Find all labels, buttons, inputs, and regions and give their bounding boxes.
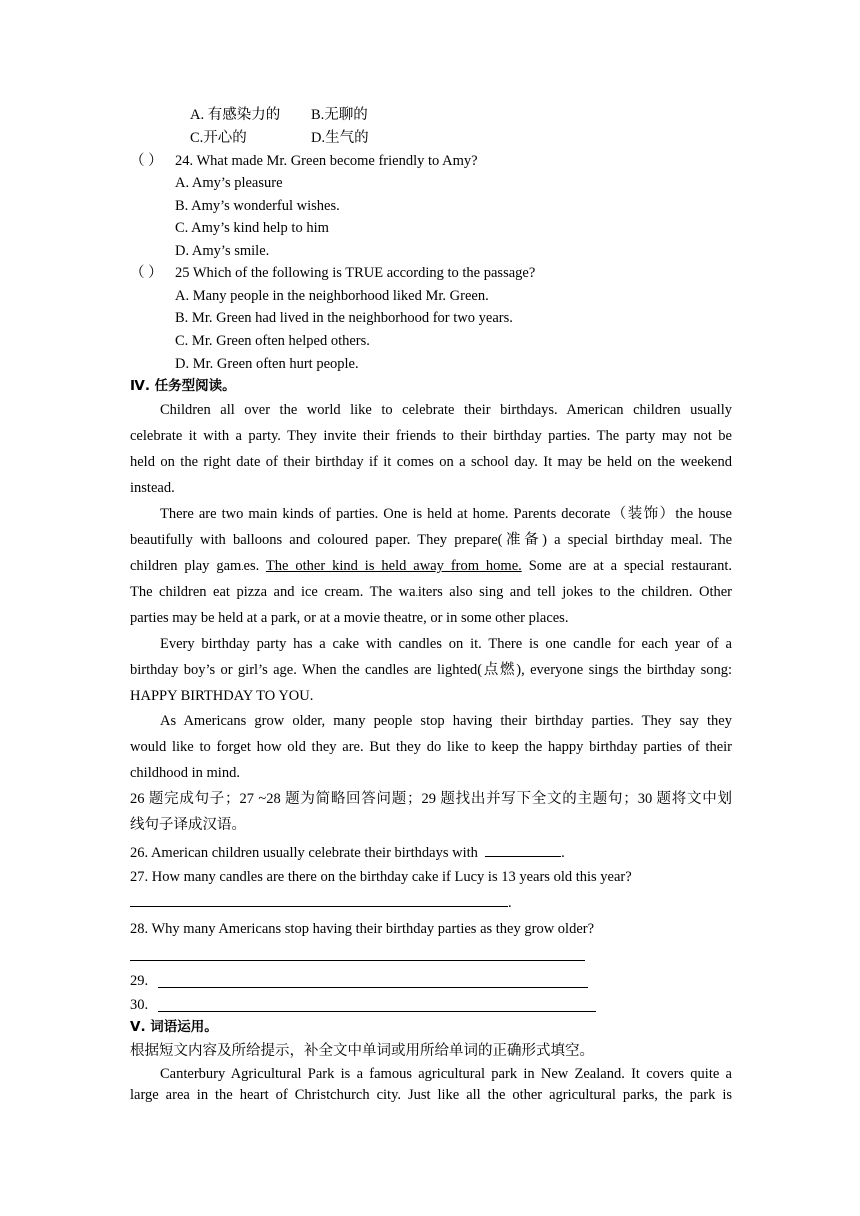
passage-p1-line3: held on the right date of their birthday if it comes on a school day. It may be held on the weekend: [130, 454, 732, 470]
passage-p3-line1: Every birthday party has a cake with candles on it. There is one candle for each year of a: [160, 636, 732, 652]
passage-p4-line2: would like to forget how old they are. But they do like to keep the happy birthday parties of their: [130, 739, 732, 755]
q25-option-b: B. Mr. Green had lived in the neighborhood for two years.: [175, 310, 513, 326]
q24-option-c: C. Amy’s kind help to him: [175, 220, 329, 236]
q25-option-d: D. Mr. Green often hurt people.: [175, 356, 359, 372]
underlined-sentence: The other kind is held away from home.: [265, 558, 522, 574]
passage-p2-line5: parties may be held at a park, or at a movie theatre, or in some other places.: [130, 610, 569, 626]
passage-p1-line2: celebrate it with a party. They invite their friends to their birthday parties. The party may not be: [130, 428, 732, 444]
q28-answer-line[interactable]: [130, 960, 585, 961]
q24-option-d: D. Amy’s smile.: [175, 243, 270, 259]
q24-option-a: A. Amy’s pleasure: [175, 175, 283, 191]
q24-stem: 24. What made Mr. Green become friendly to Amy?: [175, 153, 478, 169]
passage-p4-line3: childhood in mind.: [130, 765, 240, 781]
q29-number: 29.: [130, 973, 149, 989]
q27-answer-line[interactable]: [130, 906, 508, 907]
q30-answer-line[interactable]: [158, 1011, 596, 1012]
q23-option-a: A. 有感染力的: [190, 107, 281, 123]
section-4-heading: Ⅳ. 任务型阅读。: [130, 378, 236, 394]
passage-p4-line1: As Americans grow older, many people stop having their birthday parties. They say they: [160, 713, 732, 729]
passage-p1-line4: instead.: [130, 480, 175, 496]
section-5-instructions: 根据短文内容及所给提示，补全文中单词或用所给单词的正确形式填空。: [130, 1043, 594, 1059]
q25-stem: 25 Which of the following is TRUE according to the passage?: [175, 265, 536, 281]
passage-p3-line3: HAPPY BIRTHDAY TO YOU.: [130, 688, 314, 704]
passage-p2-line4: The children eat pizza and ice cream. The wa.iters also sing and tell jokes to the children. Other: [130, 584, 732, 600]
q27-period: .: [508, 895, 512, 911]
q24-option-b: B. Amy’s wonderful wishes.: [175, 198, 340, 214]
passage2-line1: Canterbury Agricultural Park is a famous agricultural park in New Zealand. It covers quite a: [160, 1066, 732, 1082]
passage2-line2: large area in the heart of Christchurch city. Just like all the other agricultural parks, the park is: [130, 1087, 732, 1103]
section-5-heading: Ⅴ. 词语运用。: [130, 1019, 218, 1035]
q26-answer-blank[interactable]: [485, 842, 561, 857]
passage-p2-line3: children play gam.es. The other kind is held away from home. Some are at a special restaurant.: [130, 558, 732, 574]
passage-p3-line2: birthday boy’s or girl’s age. When the candles are lighted(点燃), everyone sings the birthday song:: [130, 662, 732, 678]
instructions-line1: 26 题完成句子；27 ~28 题为简略回答问题；29 题找出并写下全文的主题句；30 题将文中划: [130, 791, 732, 807]
q24-answer-paren[interactable]: （ ）: [130, 153, 163, 169]
q25-option-a: A. Many people in the neighborhood liked Mr. Green.: [175, 288, 489, 304]
q25-option-c: C. Mr. Green often helped others.: [175, 333, 370, 349]
q28-stem: 28. Why many Americans stop having their birthday parties as they grow older?: [130, 921, 595, 937]
passage-p2-line2: beautifully with balloons and coloured paper. They prepare(准备) a special birthday meal. The: [130, 532, 732, 548]
passage-p2-line1: There are two main kinds of parties. One is held at home. Parents decorate（装饰）the house: [160, 506, 732, 522]
q30-number: 30.: [130, 997, 149, 1013]
q29-answer-line[interactable]: [158, 987, 588, 988]
passage-p1-line1: Children all over the world like to celebrate their birthdays. American children usually: [160, 402, 732, 418]
q23-option-d: D.生气的: [311, 130, 369, 146]
q25-answer-paren[interactable]: （ ）: [130, 265, 163, 281]
q23-option-b: B.无聊的: [311, 107, 368, 123]
q27-stem: 27. How many candles are there on the birthday cake if Lucy is 13 years old this year?: [130, 869, 632, 885]
q26: 26. American children usually celebrate their birthdays with .: [130, 842, 565, 862]
instructions-line2: 线句子译成汉语。: [130, 817, 246, 833]
q23-option-c: C.开心的: [190, 130, 247, 146]
